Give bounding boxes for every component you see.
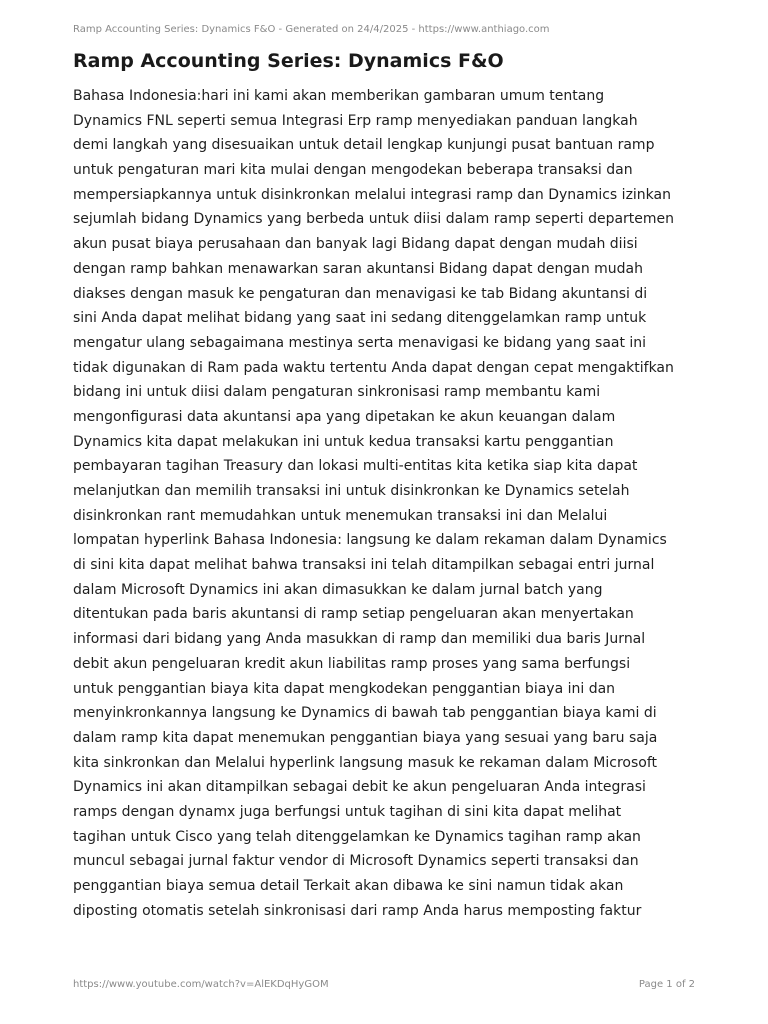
body-line: untuk pengaturan mari kita mulai dengan mengodekan beberapa transaksi dan [73, 162, 633, 179]
body-line: informasi dari bidang yang Anda masukkan di ramp dan memiliki dua baris Jurnal [73, 631, 646, 648]
body-line: Bahasa Indonesia:hari ini kami akan memberikan gambaran umum tentang [73, 88, 605, 104]
footer-source-url: https://www.youtube.com/watch?v=AlEKDqHyGOM [73, 979, 329, 990]
body-line: debit akun pengeluaran kredit akun liabilitas ramp proses yang sama berfungsi [73, 655, 631, 672]
body-line: mempersiapkannya untuk disinkronkan melalui integrasi ramp dan Dynamics izinkan [73, 186, 671, 203]
body-line: mengatur ulang sebagaimana mestinya serta menavigasi ke bidang yang saat ini [73, 334, 647, 351]
body-line: untuk penggantian biaya kita dapat mengkodekan penggantian biaya ini dan [73, 680, 616, 697]
body-line: dalam ramp kita dapat menemukan penggantian biaya yang sesuai yang baru saja [73, 729, 658, 746]
body-line: muncul sebagai jurnal faktur vendor di Microsoft Dynamics seperti transaksi dan [73, 853, 639, 870]
body-line: diakses dengan masuk ke pengaturan dan menavigasi ke tab Bidang akuntansi di [73, 285, 648, 302]
body-line: demi langkah yang disesuaikan untuk detail lengkap kunjungi pusat bantuan ramp [73, 137, 655, 154]
body-line: diposting otomatis setelah sinkronisasi dari ramp Anda harus memposting faktur [73, 902, 642, 919]
body-line: penggantian biaya semua detail Terkait akan dibawa ke sini namun tidak akan [73, 878, 624, 894]
body-line: mengonfigurasi data akuntansi apa yang dipetakan ke akun keuangan dalam [73, 408, 616, 425]
document-body [73, 84, 703, 923]
body-line: melanjutkan dan memilih transaksi ini untuk disinkronkan ke Dynamics setelah [73, 483, 630, 499]
body-line: disinkronkan rant memudahkan untuk menemukan transaksi ini dan Melalui [73, 507, 608, 524]
body-line: bidang ini untuk diisi dalam pengaturan sinkronisasi ramp membantu kami [73, 384, 601, 401]
body-line: sini Anda dapat melihat bidang yang saat ini sedang ditenggelamkan ramp untuk [73, 310, 647, 327]
body-line: pembayaran tagihan Treasury dan lokasi multi-entitas kita ketika siap kita dapat [73, 458, 638, 475]
body-line: menyinkronkannya langsung ke Dynamics di bawah tab penggantian biaya kami di [73, 705, 657, 722]
body-line: Dynamics kita dapat melakukan ini untuk kedua transaksi kartu penggantian [73, 433, 614, 450]
body-line: dalam Microsoft Dynamics ini akan dimasukkan ke dalam jurnal batch yang [73, 581, 603, 598]
body-line: sejumlah bidang Dynamics yang berbeda untuk diisi dalam ramp seperti departemen [73, 211, 675, 228]
footer-page-number: Page 1 of 2 [638, 979, 695, 990]
body-line: dengan ramp bahkan menawarkan saran akuntansi Bidang dapat dengan mudah [73, 260, 643, 277]
document-title: Ramp Accounting Series: Dynamics F&O [73, 50, 504, 72]
page-header-meta: Ramp Accounting Series: Dynamics F&O - Generated on 24/4/2025 - https://www.anthiago.com [73, 24, 550, 35]
body-line: tidak digunakan di Ram pada waktu tertentu Anda dapat dengan cepat mengaktifkan [73, 359, 674, 376]
body-line: Dynamics FNL seperti semua Integrasi Erp ramp menyediakan panduan langkah [73, 112, 638, 129]
body-line: Dynamics ini akan ditampilkan sebagai debit ke akun pengeluaran Anda integrasi [73, 779, 646, 796]
body-line: di sini kita dapat melihat bahwa transaksi ini telah ditampilkan sebagai entri jurnal [73, 557, 655, 574]
body-line: kita sinkronkan dan Melalui hyperlink langsung masuk ke rekaman dalam Microsoft [73, 754, 658, 771]
body-line: ramps dengan dynamx juga berfungsi untuk tagihan di sini kita dapat melihat [73, 803, 622, 820]
body-line: ditentukan pada baris akuntansi di ramp setiap pengeluaran akan menyertakan [73, 606, 634, 623]
body-line: tagihan untuk Cisco yang telah ditenggelamkan ke Dynamics tagihan ramp akan [73, 828, 641, 845]
body-line: lompatan hyperlink Bahasa Indonesia: langsung ke dalam rekaman dalam Dynamics [73, 532, 667, 549]
body-line: akun pusat biaya perusahaan dan banyak lagi Bidang dapat dengan mudah diisi [73, 236, 638, 253]
